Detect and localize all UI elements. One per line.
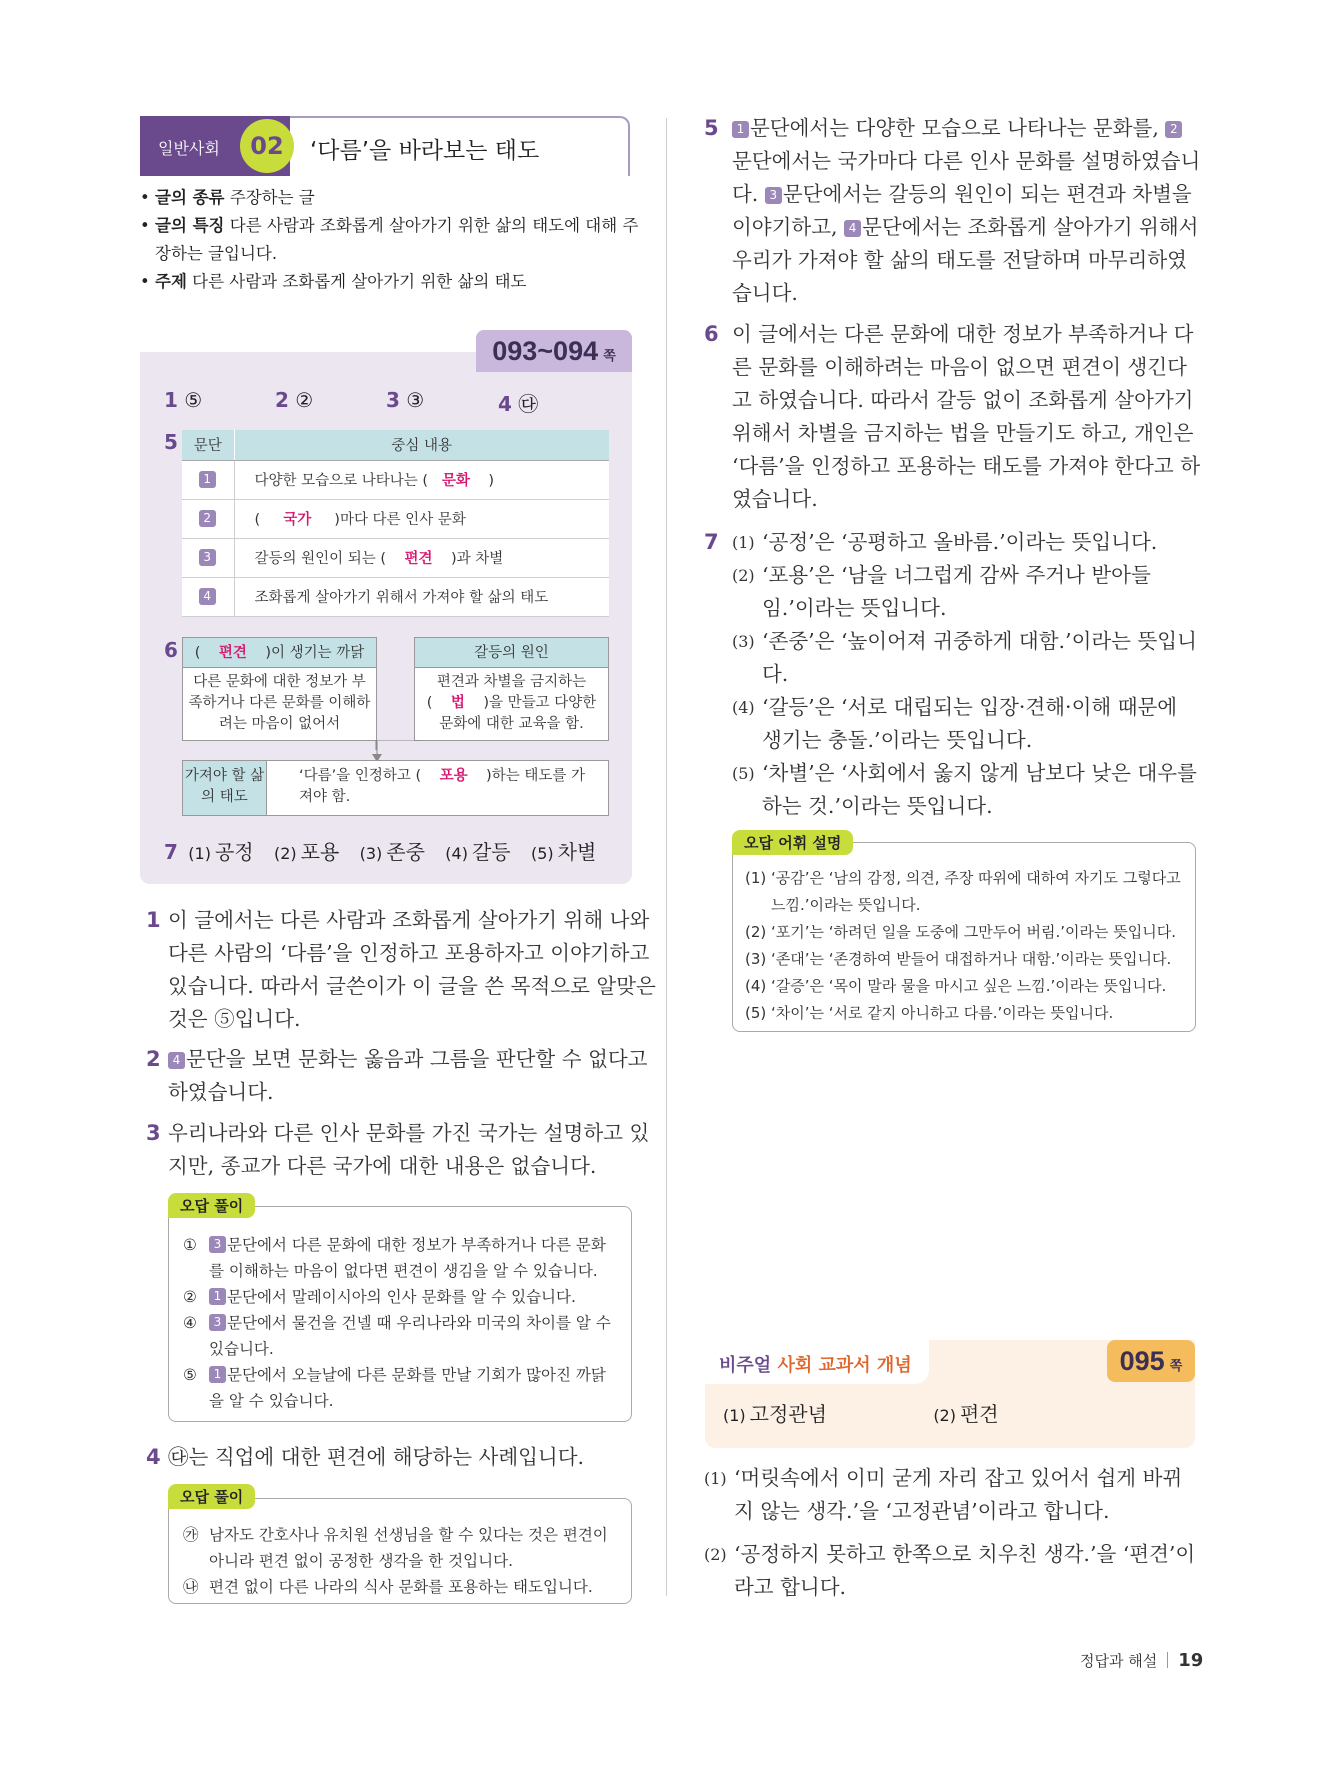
page-number: 19 bbox=[1178, 1650, 1204, 1671]
list-item: (4) ‘갈등’은 ‘서로 대립되는 입장·견해·이해 때문에 생기는 충돌.’이라는 뜻입니다. bbox=[732, 695, 1178, 752]
answer-q2: 2 ② bbox=[275, 388, 314, 412]
explanation-5: 5 1 문단에서는 다양한 모습으로 나타나는 문화를, 2문단에서는 국가마다 다른 인사 문화를 설명하였습니다. 3 문단에서는 갈등의 원인이 되는 편견과 차별을 이야기하고, 4 문단에서는 조화롭게 살아가기 위해서 우리가 가져야 할 삶의 태도를 전달하며 마무리하였습니다. bbox=[704, 116, 1201, 305]
explanation-7: 7 (1) ‘공정’은 ‘공평하고 올바름.’이라는 뜻입니다. (2) ‘포용’은 ‘남을 너그럽게 감싸 주거나 받아들임.’이라는 뜻입니다. (3) ‘존중’은 ‘높이어져 귀중하게 대함.’이라는 뜻입니다. (4) ‘갈등’은 ‘서로 대립되는 입장·견해·이해 때문에 생기는 충돌.’이라는 뜻입니다. (5) ‘차별’은 ‘사회에서 옳지 않게 남보다 낮은 대우를 하는 것.’이라는 뜻입니다. bbox=[732, 526, 1202, 823]
list-item: (5) ‘차별’은 ‘사회에서 옳지 않게 남보다 낮은 대우를 하는 것.’이라는 뜻입니다. bbox=[732, 761, 1197, 818]
list-item: ㉯ 편견 없이 다른 나라의 식사 문화를 포용하는 태도입니다. bbox=[183, 1578, 593, 1596]
answer-q3: 3 ③ bbox=[386, 388, 425, 412]
section-header bbox=[140, 116, 634, 178]
info-row: • 글의 특징 다른 사람과 조화롭게 살아가기 위한 삶의 태도에 대해 주장하는 글입니다. bbox=[140, 212, 640, 268]
table-row: 4 조화롭게 살아가기 위해서 가져야 할 삶의 태도 bbox=[182, 577, 609, 616]
table-header: 문단 bbox=[182, 430, 234, 460]
visual-concept-title: 비주얼 사회 교과서 개념 bbox=[719, 1355, 912, 1376]
wrong-answer-tag: 오답 풀이 bbox=[168, 1484, 255, 1509]
list-item: (3) ‘존중’은 ‘높이어져 귀중하게 대함.’이라는 뜻입니다. bbox=[732, 629, 1197, 686]
page-range-tab: 093~094 쪽 bbox=[476, 330, 632, 372]
table-row: 2 ( 국가 )마다 다른 인사 문화 bbox=[182, 499, 609, 538]
explanation-3: 3 우리나라와 다른 인사 문화를 가진 국가는 설명하고 있지만, 종교가 다른 국가에 대한 내용은 없습니다. bbox=[146, 1121, 650, 1178]
visual-explanation bbox=[704, 1462, 1196, 1604]
list-item: ㉮ 남자도 간호사나 유치원 선생님을 할 수 있다는 것은 편견이 아니라 편견 없이 공정한 생각을 한 것입니다. bbox=[183, 1526, 608, 1570]
visual-page-tab: 095 쪽 bbox=[1107, 1340, 1195, 1382]
answer-q6-number: 6 bbox=[164, 638, 178, 662]
table-row: 1 다양한 모습으로 나타나는 ( 문화 ) bbox=[182, 460, 609, 499]
wrong-answer-explanation-2 bbox=[168, 1498, 632, 1604]
answer-q7: 7 (1) 공정 (2) 포용 (3) 존중 (4) 갈등 (5) 차별 bbox=[164, 840, 597, 864]
cause-of-conflict-box: 갈등의 원인 편견과 차별을 금지하는 ( 법 )을 만들고 다양한 문화에 대한 교육을 함. bbox=[414, 637, 609, 741]
paragraph-table bbox=[182, 430, 609, 617]
vocabulary-explanation bbox=[732, 842, 1196, 1032]
list-item: ⑤ 1 문단에서 오늘날에 다른 문화를 만날 기회가 많아진 까닭을 알 수 있습니다. bbox=[183, 1366, 606, 1410]
column-divider bbox=[666, 118, 667, 1596]
table-header: 중심 내용 bbox=[234, 430, 609, 460]
paragraph-number: 3 bbox=[199, 549, 216, 566]
answer-q1: 1 ⑤ bbox=[164, 388, 203, 412]
wrong-answer-tag: 오답 풀이 bbox=[168, 1193, 255, 1218]
visual-answers: (1) 고정관념 (2) 편견 bbox=[723, 1402, 999, 1426]
list-item: (2) ‘공정하지 못하고 한쪽으로 치우친 생각.’을 ‘편견’이라고 합니다. bbox=[704, 1542, 1196, 1599]
list-item: (2) ‘포용’은 ‘남을 너그럽게 감싸 주거나 받아들임.’이라는 뜻입니다. bbox=[732, 563, 1151, 620]
section-number: 02 bbox=[240, 119, 294, 173]
info-row: • 주제 다른 사람과 조화롭게 살아가기 위한 삶의 태도 bbox=[140, 268, 640, 296]
list-item: ② 1 문단에서 말레이시아의 인사 문화를 알 수 있습니다. bbox=[183, 1288, 576, 1306]
explanation-4: 4 ㉰는 직업에 대한 편견에 해당하는 사례입니다. bbox=[146, 1445, 585, 1469]
list-item: (1) ‘공정’은 ‘공평하고 올바름.’이라는 뜻입니다. bbox=[732, 530, 1158, 554]
attitude-box: 가져야 할 삶의 태도 ‘다름’을 인정하고 ( 포용 )하는 태도를 가져야 함. bbox=[182, 760, 609, 816]
list-item: (2) ‘포기’는 ‘하려던 일을 도중에 그만두어 버림.’이라는 뜻입니다. bbox=[745, 923, 1176, 941]
wrong-answer-explanation-1 bbox=[168, 1206, 632, 1422]
list-item: (4) ‘갈증’은 ‘목이 말라 물을 마시고 싶은 느낌.’이라는 뜻입니다. bbox=[745, 977, 1167, 995]
paragraph-number: 1 bbox=[199, 471, 216, 488]
text-info bbox=[140, 184, 640, 296]
paragraph-number: 4 bbox=[168, 1052, 185, 1069]
section-title: ‘다름’을 바라보는 태도 bbox=[310, 138, 540, 164]
explanation-1: 1 이 글에서는 다른 사람과 조화롭게 살아가기 위해 나와 다른 사람의 ‘다름’을 인정하고 포용하자고 이야기하고 있습니다. 따라서 글쓴이가 이 글을 쓴 목적으로 알맞은 것은 ⑤입니다. bbox=[146, 908, 656, 1031]
explanation-6: 6 이 글에서는 다른 문화에 대한 정보가 부족하거나 다른 문화를 이해하려는 마음이 없으면 편견이 생긴다고 하였습니다. 따라서 갈등 없이 조화롭게 살아가기 위해서 차별을 금지하는 법을 만들기도 하고, 개인은 ‘다름’을 인정하고 포용하는 태도를 가져야 한다고 하였습니다. bbox=[704, 322, 1200, 511]
list-item: (1) ‘머릿속에서 이미 굳게 자리 잡고 있어서 쉽게 바뀌지 않는 생각.’을 ‘고정관념’이라고 합니다. bbox=[704, 1466, 1183, 1523]
paragraph-number: 2 bbox=[199, 510, 216, 527]
list-item: (1) ‘공감’은 ‘남의 감정, 의견, 주장 따위에 대하여 자기도 그렇다고 느낌.’이라는 뜻입니다. bbox=[745, 869, 1181, 914]
answer-q5-number: 5 bbox=[164, 430, 178, 454]
list-item: (3) ‘존대’는 ‘존경하여 받들어 대접하거나 대함.’이라는 뜻입니다. bbox=[745, 950, 1172, 968]
list-item: ① 3 문단에서 다른 문화에 대한 정보가 부족하거나 다른 문화를 이해하는 마음이 없다면 편견이 생김을 알 수 있습니다. bbox=[183, 1236, 606, 1280]
page-footer: 정답과 해설 19 bbox=[1080, 1650, 1204, 1671]
answer-q4: 4 ㉰ bbox=[498, 392, 539, 416]
info-row: • 글의 종류 주장하는 글 bbox=[140, 184, 640, 212]
list-item: ④ 3 문단에서 물건을 건넬 때 우리나라와 미국의 차이를 알 수 있습니다. bbox=[183, 1314, 611, 1358]
category-label: 일반사회 bbox=[158, 139, 220, 158]
table-row: 3 갈등의 원인이 되는 ( 편견 )과 차별 bbox=[182, 538, 609, 577]
vocabulary-tag: 오답 어휘 설명 bbox=[732, 830, 853, 855]
paragraph-number: 4 bbox=[199, 588, 216, 605]
cause-of-prejudice-box: ( 편견 )이 생기는 까닭 다른 문화에 대한 정보가 부족하거나 다른 문화를 이해하려는 마음이 없어서 bbox=[182, 637, 377, 741]
list-item: (5) ‘차이’는 ‘서로 같지 아니하고 다름.’이라는 뜻입니다. bbox=[745, 1004, 1114, 1022]
explanation-2: 2 4 문단을 보면 문화는 옳음과 그름을 판단할 수 없다고 하였습니다. bbox=[146, 1047, 648, 1104]
